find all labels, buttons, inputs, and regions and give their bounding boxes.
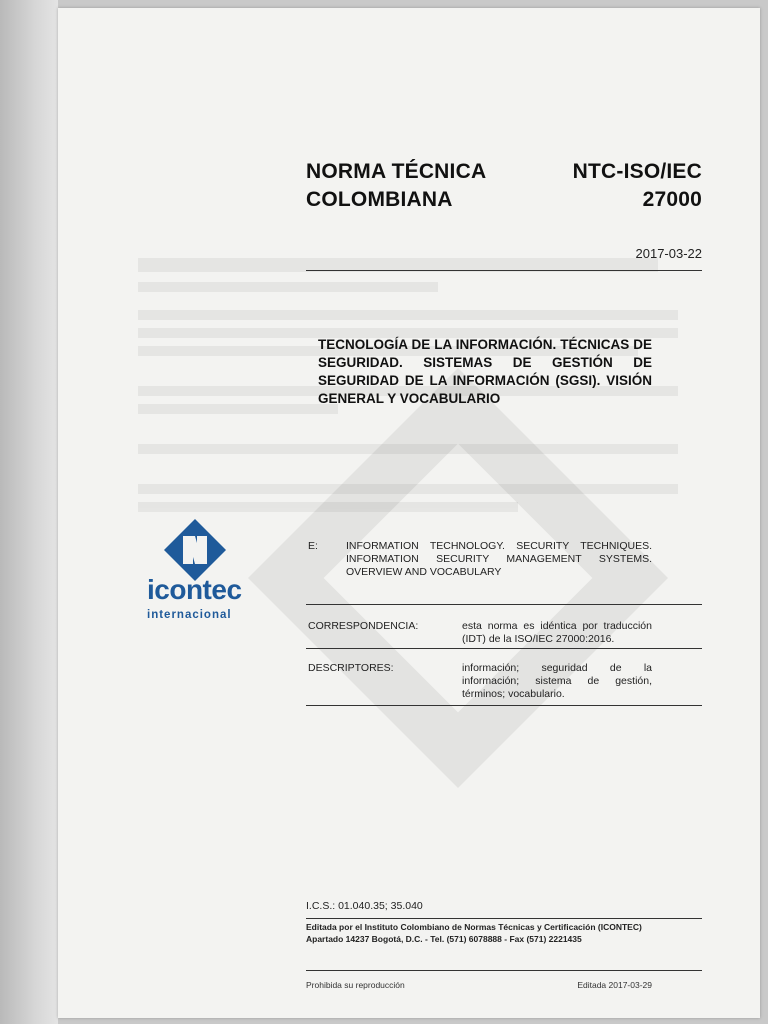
footer-copyright: Prohibida su reproducción (306, 980, 405, 990)
title-colombiana: COLOMBIANA (306, 188, 453, 211)
title-standard-number: 27000 (642, 188, 702, 211)
divider (306, 270, 702, 271)
english-title: INFORMATION TECHNOLOGY. SECURITY TECHNIQUES. INFORMATION SECURITY MANAGEMENT SYSTEMS. OVERVIEW AND VOCABULARY (346, 540, 652, 578)
icontec-diamond-icon (163, 518, 227, 582)
title-row-2 (306, 188, 702, 212)
standard-date: 2017-03-22 (635, 246, 702, 261)
publisher-line-1: Editada por el Instituto Colombiano de Normas Técnicas y Certificación (ICONTEC) (306, 922, 642, 932)
correspondencia-value: esta norma es idéntica por traducción (IDT) de la ISO/IEC 27000:2016. (462, 620, 652, 645)
divider (306, 604, 702, 605)
icontec-logo (123, 518, 271, 628)
logo-wordmark: icontec (147, 574, 242, 605)
descriptores-value: información; seguridad de la información; sistema de gestión, términos; vocabulario. (462, 662, 652, 700)
divider (306, 970, 702, 971)
title-row-1 (306, 160, 702, 184)
ics-code: I.C.S.: 01.040.35; 35.040 (306, 900, 423, 912)
title-norma-tecnica: NORMA TÉCNICA (306, 160, 487, 183)
standard-subject: TECNOLOGÍA DE LA INFORMACIÓN. TÉCNICAS DE SEGURIDAD. SISTEMAS DE GESTIÓN DE SEGURIDAD DE LA INFORMACIÓN (SGSI). VISIÓN GENERAL Y VOCABULARIO (318, 337, 652, 406)
english-label: E: (308, 540, 318, 552)
publisher-line-2: Apartado 14237 Bogotá, D.C. - Tel. (571) 6078888 - Fax (571) 2221435 (306, 934, 582, 944)
divider (306, 918, 702, 919)
document-page (58, 8, 760, 1018)
divider (306, 705, 702, 706)
descriptores-label: DESCRIPTORES: (308, 662, 394, 674)
title-standard-code: NTC-ISO/IEC (572, 160, 702, 183)
correspondencia-label: CORRESPONDENCIA: (308, 620, 419, 632)
divider (306, 648, 702, 649)
logo-subtitle: internacional (147, 609, 232, 621)
footer-edition-date: Editada 2017-03-29 (577, 980, 652, 990)
scan-edge (0, 0, 58, 1024)
